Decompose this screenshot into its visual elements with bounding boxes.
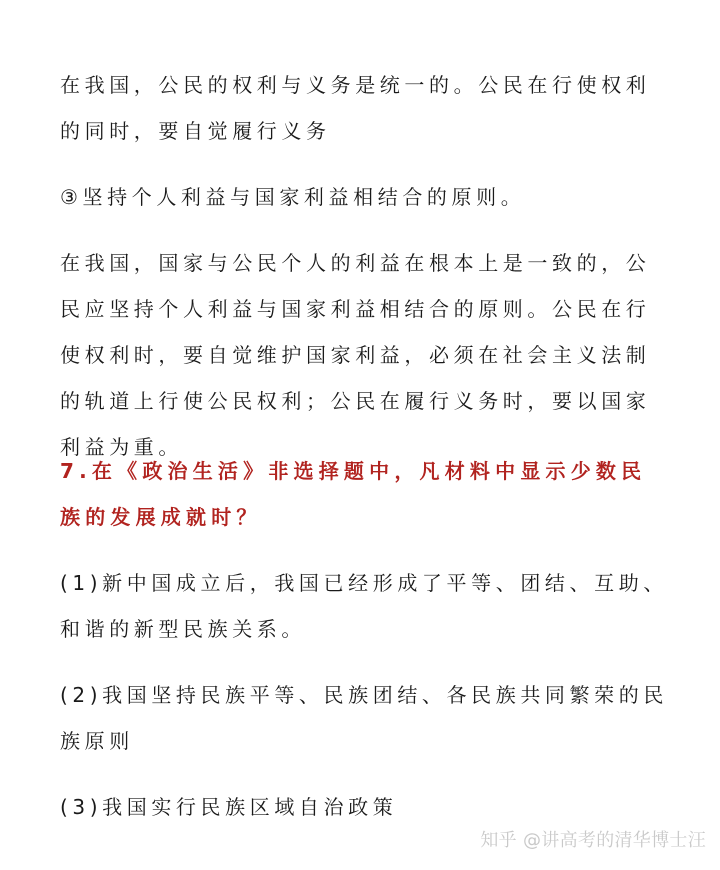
question-heading: 7.在《政治生活》非选择题中，凡材料中显示少数民族的发展成就时？ [60, 459, 647, 529]
paragraph-principle-heading: ③坚持个人利益与国家利益相结合的原则。 [60, 185, 526, 209]
list-item-ethnic-principles: (2)我国坚持民族平等、民族团结、各民族共同繁荣的民族原则 [60, 683, 668, 753]
paragraph-national-interest: 在我国，国家与公民个人的利益在根本上是一致的，公民应坚持个人利益与国家利益相结合的原则。公民在行使权利时，要自觉维护国家利益，必须在社会主义法制的轨道上行使公民权利；公民在履行义务时，要以国家利益为重。 [60, 251, 651, 459]
paragraph-rights-duties: 在我国，公民的权利与义务是统一的。公民在行使权利的同时，要自觉履行义务 [60, 73, 651, 143]
list-item-ethnic-relations: (1)新中国成立后，我国已经形成了平等、团结、互助、和谐的新型民族关系。 [60, 571, 668, 641]
watermark: 知乎 @讲高考的清华博士汪 [480, 830, 706, 851]
list-item-regional-autonomy: (3)我国实行民族区域自治政策 [60, 795, 398, 819]
